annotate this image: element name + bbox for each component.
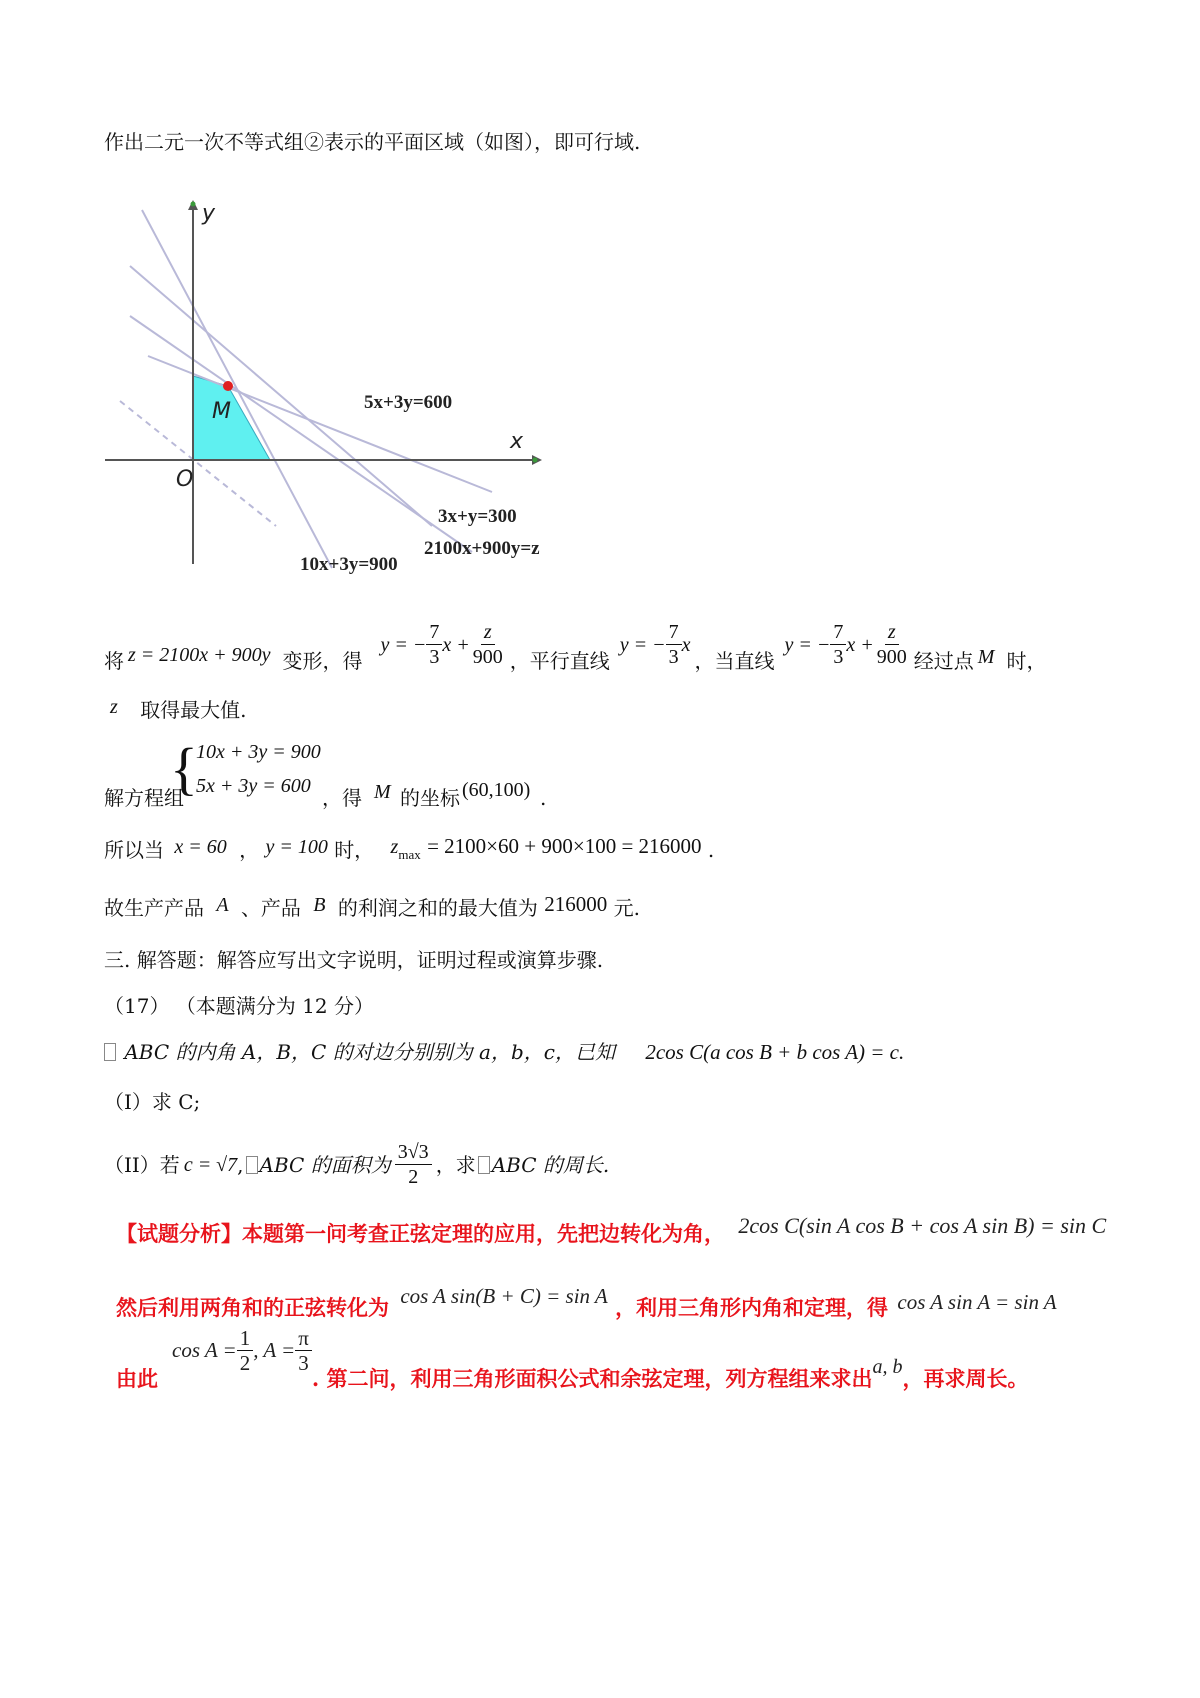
eq1-znum: z xyxy=(481,620,495,645)
eq1-den: 3 xyxy=(429,646,440,668)
analysis-line-1 xyxy=(116,1213,1107,1248)
eq1-lhs: y = − xyxy=(380,633,427,656)
when-t2: 时， xyxy=(334,838,375,862)
y-axis-label: y xyxy=(202,201,216,226)
analysis-eq4 xyxy=(172,1326,312,1375)
x-axis-end-dot xyxy=(533,458,538,463)
q2-t3: ABC 的面积为 xyxy=(259,1152,391,1177)
analysis-ab: a, b xyxy=(872,1356,903,1378)
when-sub: max xyxy=(398,847,421,862)
point-m-label: M xyxy=(212,399,231,424)
eq1 xyxy=(381,620,506,669)
when-t1: 所以当 xyxy=(104,838,164,862)
q2-area-num: 3√3 xyxy=(395,1140,432,1165)
max-text: 取得最大值. xyxy=(140,698,247,722)
system-suffix: 的坐标 xyxy=(400,786,460,810)
analysis-f2-den: 3 xyxy=(298,1351,309,1375)
y-axis-end-dot xyxy=(191,202,196,207)
triangle-symbol-icon xyxy=(246,1156,258,1174)
label-10x-3y-900: 10x+3y=900 xyxy=(300,554,398,575)
conclusion-t3: 的利润之和的最大值为 xyxy=(337,896,538,920)
analysis-f2-num: π xyxy=(295,1326,312,1351)
system-prefix: 解方程组 xyxy=(104,786,184,810)
eq1-num: 7 xyxy=(426,620,442,645)
origin-label: O xyxy=(176,467,194,492)
eq2-tail: x xyxy=(681,633,691,656)
eq2-num: 7 xyxy=(666,620,682,645)
problem-statement xyxy=(104,1038,904,1066)
analysis-line2b: ，利用三角形内角和定理，得 xyxy=(615,1295,889,1320)
when-x: x = 60 xyxy=(174,836,227,858)
eq3-den: 3 xyxy=(833,646,844,668)
max-line xyxy=(110,696,247,725)
analysis-eq4b: , A = xyxy=(253,1338,296,1362)
transform-t3: ，平行直线 xyxy=(509,648,610,673)
q2-t5: ABC 的周长. xyxy=(491,1152,610,1177)
problem-text: ABC 的内角 A，B，C 的对边分别别为 a，b，c，已知 xyxy=(124,1040,615,1064)
feasible-region-figure xyxy=(100,196,620,636)
eq3-zden: 900 xyxy=(876,646,907,668)
line-2100x-900y-z xyxy=(130,316,472,552)
when-comma: ， xyxy=(239,838,260,862)
transform-t4: ，当直线 xyxy=(694,648,775,673)
x-axis-label: x xyxy=(510,429,524,454)
analysis-line-2 xyxy=(116,1284,1057,1322)
question-2 xyxy=(104,1140,609,1189)
eq1-zden: 900 xyxy=(472,646,503,668)
eq3-lhs: y = − xyxy=(784,633,831,656)
feasible-region-svg xyxy=(100,196,620,636)
when-expr: = 2100×60 + 900×100 = 216000 xyxy=(427,834,702,858)
system-eq1: 10x + 3y = 900 xyxy=(196,741,321,763)
label-2100x-900y-z: 2100x+900y=z xyxy=(424,538,540,559)
system-end: . xyxy=(540,786,547,810)
analysis-f1-den: 2 xyxy=(239,1351,251,1375)
eq2 xyxy=(620,620,691,669)
system-mid: ，得 xyxy=(322,786,362,810)
intro-text: 作出二元一次不等式组②表示的平面区域（如图），即可行域. xyxy=(104,130,641,154)
transform-expr1: z = 2100x + 900y xyxy=(128,643,271,666)
label-3x-y-300: 3x+y=300 xyxy=(438,506,517,527)
analysis-line3c: ，再求周长。 xyxy=(902,1366,1029,1391)
conclusion-b: B xyxy=(313,894,326,916)
section-heading: 三. 解答题：解答应写出文字说明，证明过程或演算步骤. xyxy=(104,948,604,972)
transform-t5: 经过点 xyxy=(913,648,974,673)
conclusion-value: 216000 xyxy=(544,892,608,916)
transform-t1: 将 xyxy=(104,648,124,673)
eq1-mid: x + xyxy=(442,633,470,656)
point-m-marker xyxy=(223,381,233,391)
question-1: （I）求 C; xyxy=(104,1090,201,1114)
eq3 xyxy=(785,620,910,669)
analysis-line1-text: 【试题分析】本题第一问考查正弦定理的应用，先把边转化为角， xyxy=(116,1221,725,1246)
system-coord: (60,100) xyxy=(462,779,531,801)
system-brace: { xyxy=(170,736,198,801)
when-y: y = 100 xyxy=(265,836,328,858)
eq2-den: 3 xyxy=(668,646,679,668)
analysis-line3a: 由此 xyxy=(116,1366,158,1391)
eq3-num: 7 xyxy=(830,620,846,645)
q2-t2: , xyxy=(237,1152,244,1177)
when-end: . xyxy=(707,838,715,862)
transform-t2: 变形，得 xyxy=(282,648,363,673)
eq3-znum: z xyxy=(885,620,899,645)
when-zmax: z xyxy=(390,836,399,858)
eq2-lhs: y = − xyxy=(619,633,666,656)
q2-t4: ，求 xyxy=(435,1152,476,1177)
max-z: z xyxy=(110,696,118,718)
analysis-eq1: 2cos C(sin A cos B + cos A sin B) = sin C xyxy=(738,1213,1107,1238)
transform-point-m: M xyxy=(977,645,995,668)
q2-c: c = √7 xyxy=(183,1153,238,1176)
analysis-line-3 xyxy=(116,1326,1029,1397)
problem-head: （17） （本题满分为 12 分） xyxy=(104,994,374,1018)
conclusion-t4: 元. xyxy=(613,896,640,920)
transform-line xyxy=(104,621,1047,685)
system-m: M xyxy=(374,781,391,803)
system-eq2: 5x + 3y = 600 xyxy=(196,775,311,797)
conclusion-t1: 故生产产品 xyxy=(104,896,204,920)
conclusion-line xyxy=(104,894,640,923)
q2-area-den: 2 xyxy=(408,1166,419,1188)
conclusion-t2: 、产品 xyxy=(240,896,301,920)
problem-eq: 2cos C(a cos B + b cos A) = c. xyxy=(645,1040,905,1064)
analysis-f1-num: 1 xyxy=(237,1326,254,1351)
analysis-eq4a: cos A = xyxy=(172,1338,237,1362)
conclusion-a: A xyxy=(216,894,229,916)
analysis-line2a: 然后利用两角和的正弦转化为 xyxy=(116,1295,389,1320)
q2-t1: （II）若 xyxy=(104,1152,180,1177)
analysis-line3b: . 第二问，利用三角形面积公式和余弦定理，列方程组来求出 xyxy=(311,1366,873,1391)
label-5x-3y-600: 5x+3y=600 xyxy=(364,392,453,413)
transform-t6: 时， xyxy=(1006,648,1047,673)
triangle-symbol-icon xyxy=(104,1043,116,1061)
analysis-eq2: cos A sin(B + C) = sin A xyxy=(400,1284,608,1308)
when-line xyxy=(104,836,714,867)
analysis-eq3: cos A sin A = sin A xyxy=(897,1290,1057,1314)
triangle-symbol-icon xyxy=(478,1156,490,1174)
eq3-mid: x + xyxy=(846,633,874,656)
